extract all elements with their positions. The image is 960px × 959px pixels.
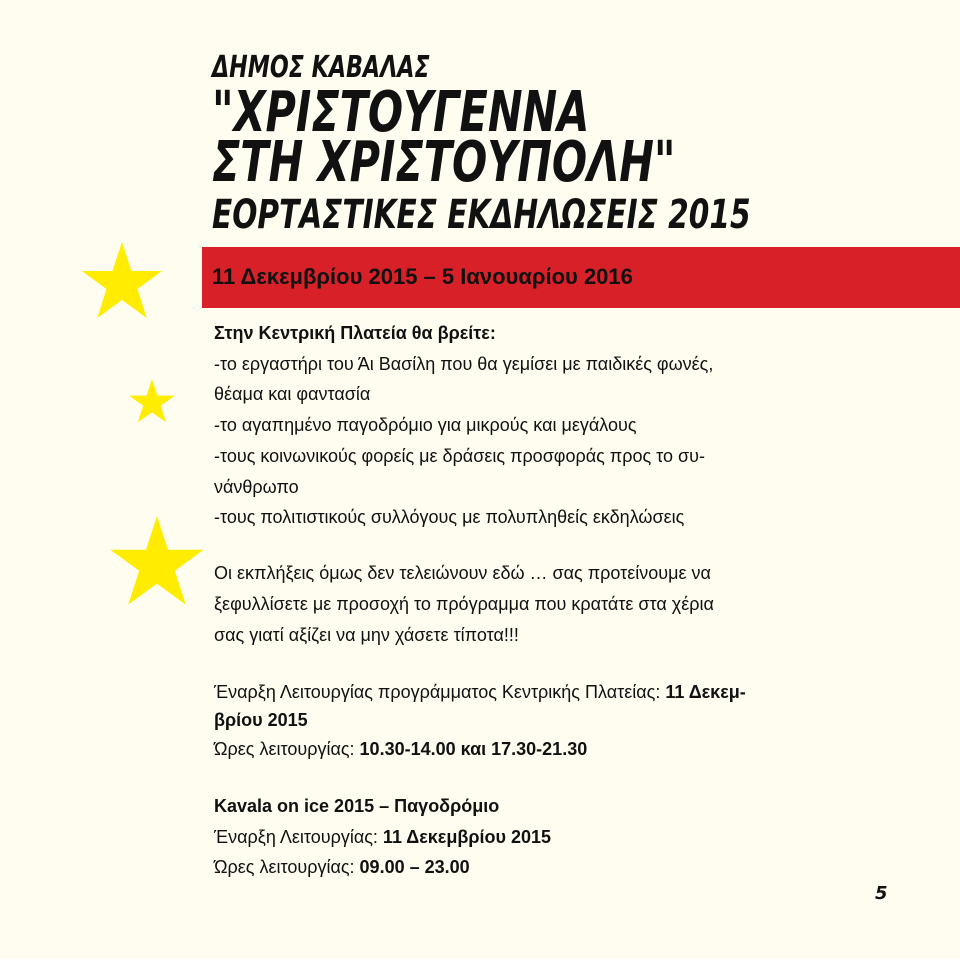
program-hours-label: Ώρες λειτουργίας: [214, 739, 360, 759]
ice-rink-hours-label: Ώρες λειτουργίας: [214, 857, 360, 877]
ice-rink-start-label: Έναρξη Λειτουργίας: [214, 827, 383, 847]
date-range: 11 Δεκεμβρίου 2015 – 5 Ιανουαρίου 2016 [212, 264, 633, 289]
municipality-title: ΔΗΜΟΣ ΚΑΒΑΛΑΣ [212, 50, 430, 85]
surprises-text-line: Οι εκπλήξεις όμως δεν τελειώνουν εδώ … σας προτείνουμε να [214, 563, 711, 583]
star-icon [108, 514, 206, 614]
program-start-date: 11 Δεκεμ- [665, 682, 746, 702]
surprises-text-line: ξεφυλλίσετε με προσοχή το πρόγραμμα που κρατάτε στα χέρια [214, 594, 714, 614]
surprises-text-line: σας γιατί αξίζει να μην χάσετε τίποτα!!! [214, 625, 519, 645]
program-start-label: Έναρξη Λειτουργίας προγράμματος Κεντρικής Πλατείας: [214, 682, 666, 702]
page-number: 5 [875, 883, 888, 904]
program-start-line [214, 683, 746, 701]
list-item: νάνθρωπο [214, 477, 299, 497]
program-start-date-cont: βρίου 2015 [214, 710, 308, 730]
ice-rink-start-value: 11 Δεκεμβρίου 2015 [382, 827, 551, 847]
ice-rink-title: Kavala on ice 2015 – Παγοδρόμιο [214, 796, 500, 816]
date-banner [202, 247, 960, 308]
ice-rink-hours-line [214, 858, 470, 876]
program-hours-line [214, 740, 587, 758]
list-item: θέαμα και φαντασία [214, 384, 371, 404]
central-square-heading: Στην Κεντρική Πλατεία θα βρείτε: [214, 323, 496, 343]
event-title-line-2: ΣΤΗ ΧΡΙΣΤΟΥΠΟΛΗ" [212, 130, 676, 195]
star-icon [80, 240, 164, 326]
ice-rink-start-line [214, 828, 551, 846]
list-item: -το εργαστήρι του Άι Βασίλη που θα γεμίσει με παιδικές φωνές, [214, 354, 714, 374]
list-item: -τους πολιτιστικούς συλλόγους με πολυπληθείς εκδηλώσεις [214, 507, 685, 527]
ice-rink-hours-value: 09.00 – 23.00 [359, 857, 470, 877]
list-item: -το αγαπημένο παγοδρόμιο για μικρούς και μεγάλους [214, 415, 637, 435]
event-subtitle: ΕΟΡΤΑΣΤΙΚΕΣ ΕΚΔΗΛΩΣΕΙΣ 2015 [212, 192, 751, 238]
program-hours-value: 10.30-14.00 και 17.30-21.30 [359, 739, 588, 759]
star-icon [128, 378, 176, 428]
list-item: -τους κοινωνικούς φορείς με δράσεις προσφοράς προς το συ- [214, 446, 705, 466]
event-title-line-1: "ΧΡΙΣΤΟΥΓΕΝΝΑ [212, 80, 590, 145]
